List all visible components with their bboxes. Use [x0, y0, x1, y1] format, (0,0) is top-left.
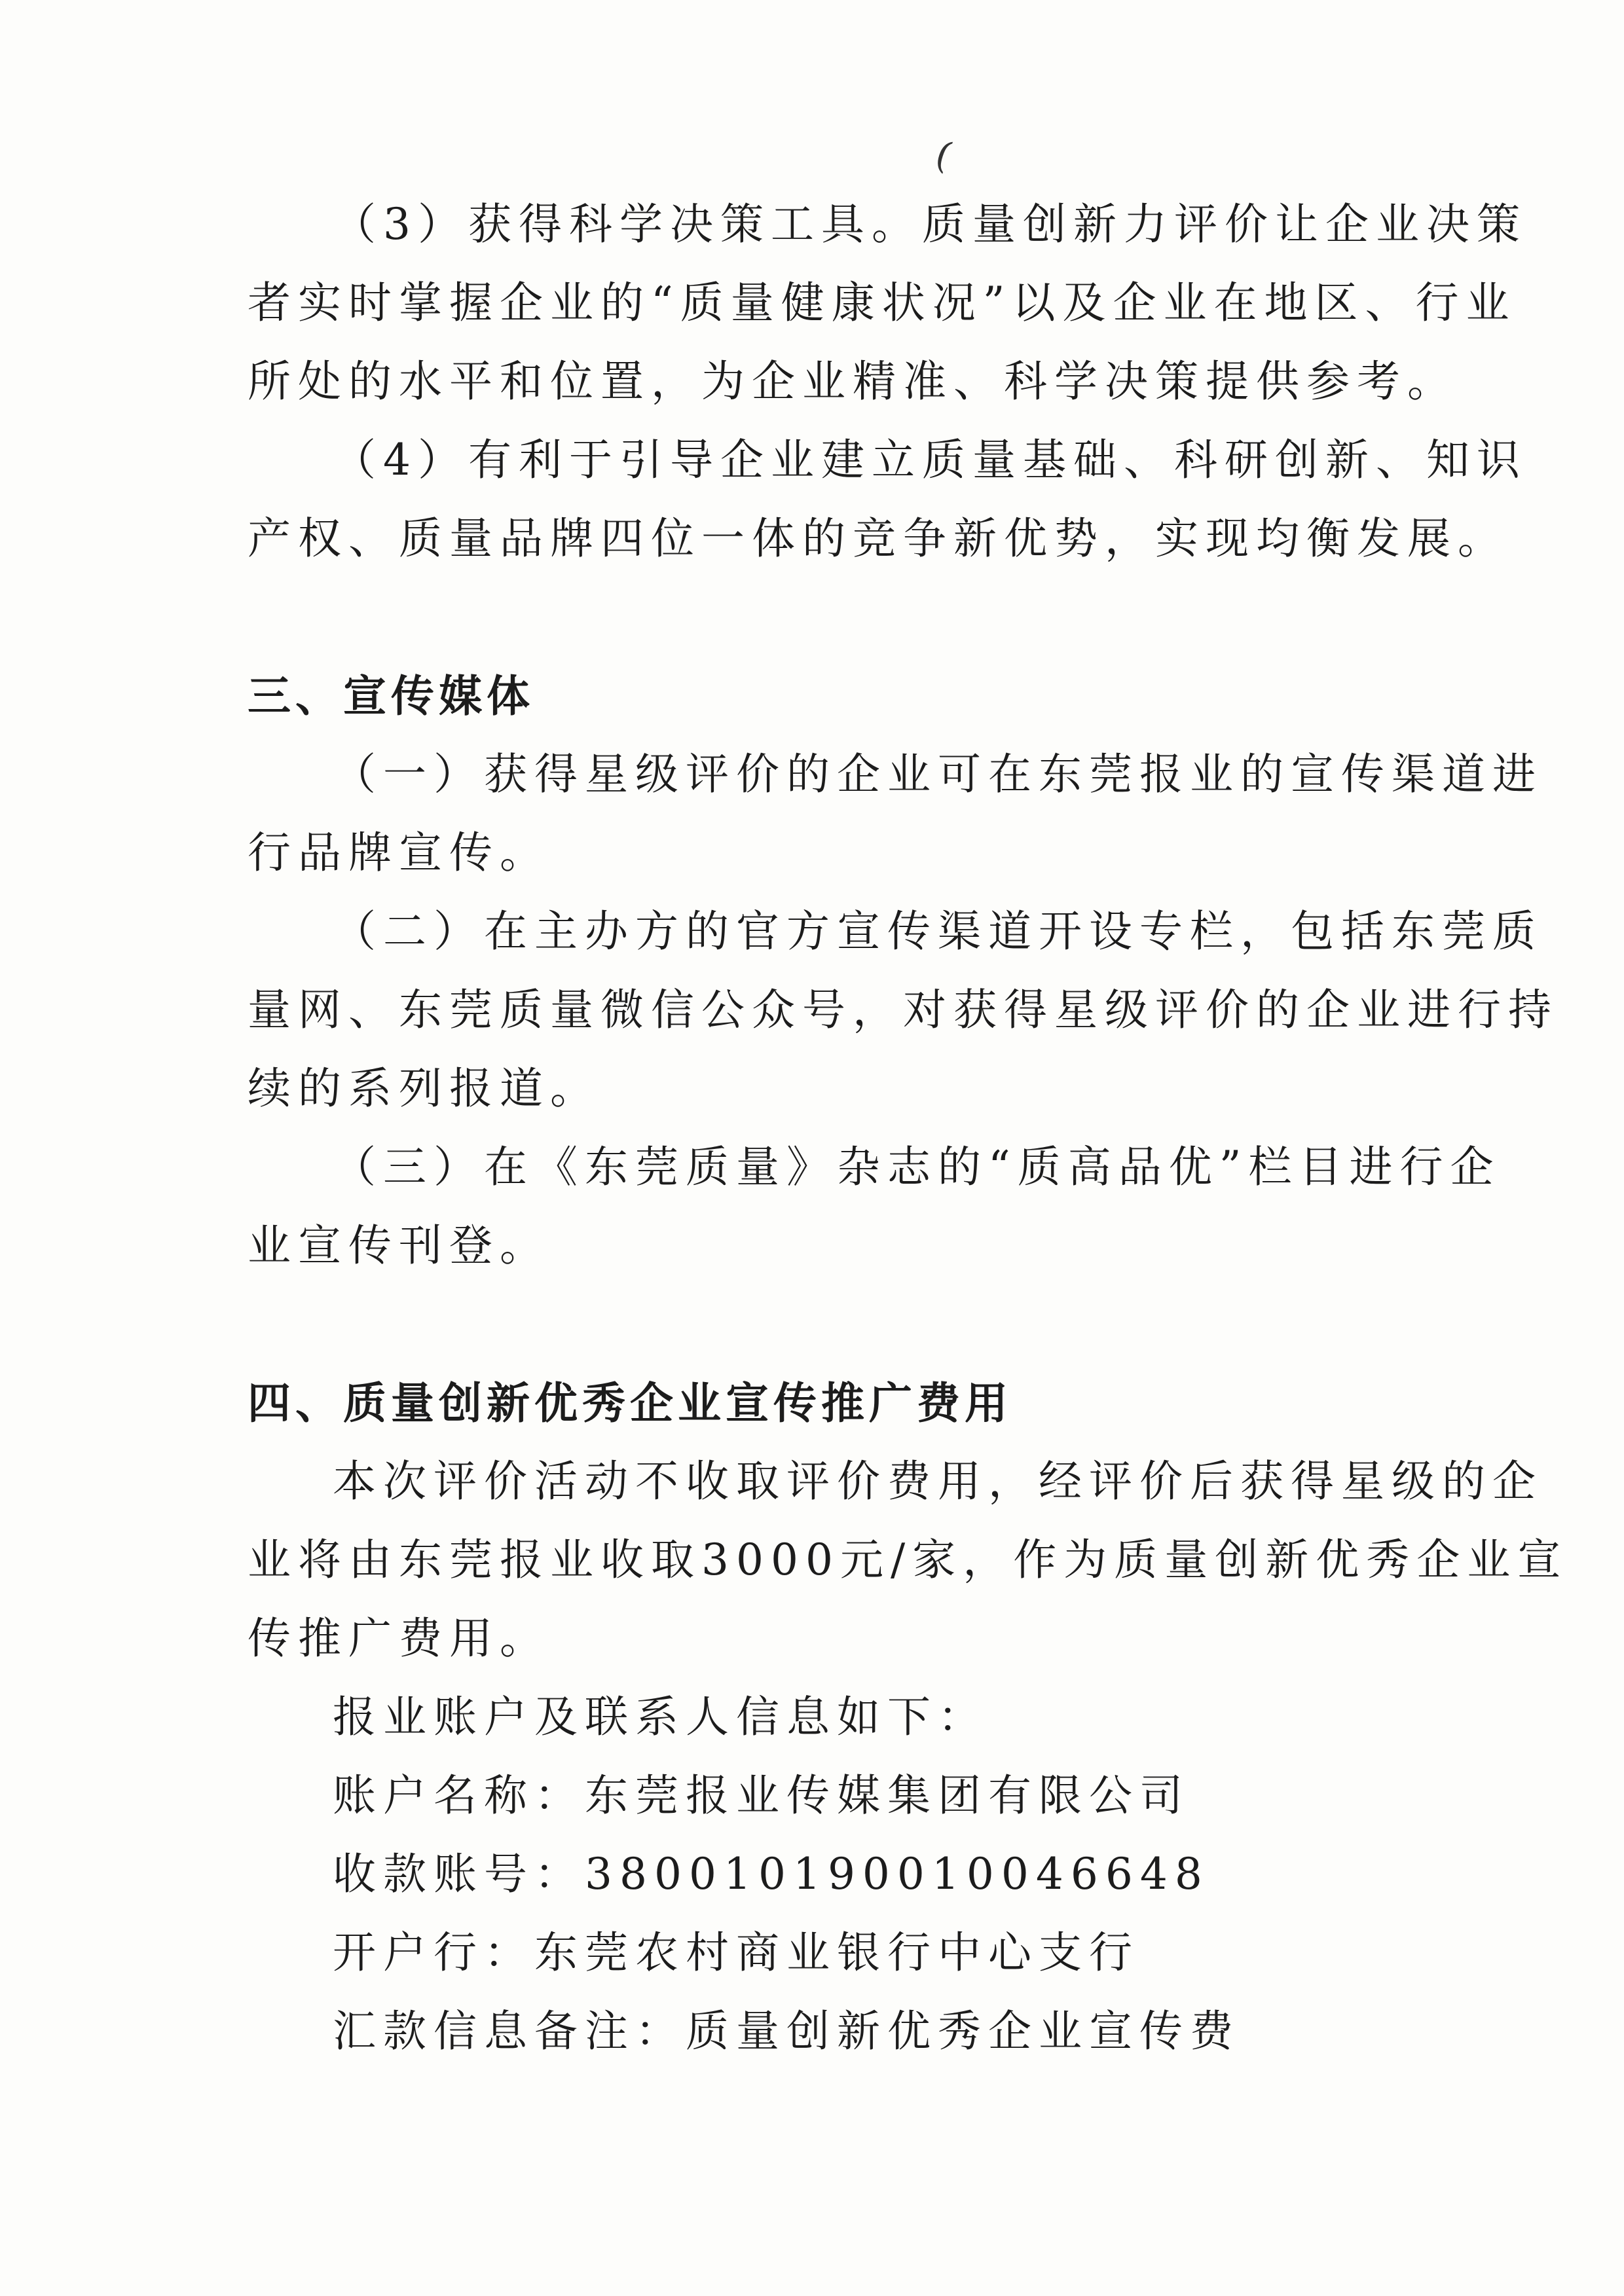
- media-item-1-line-2: 行品牌宣传。: [248, 828, 550, 878]
- media-item-3-line-1: （三）在《东莞质量》杂志的“质高品优”栏目进行企: [333, 1142, 1501, 1192]
- page-mark: (: [930, 133, 957, 178]
- para-4-line-2: 产权、质量品牌四位一体的竞争新优势，实现均衡发展。: [248, 513, 1508, 564]
- account-intro: 报业账户及联系人信息如下：: [333, 1692, 988, 1742]
- media-item-3-line-2: 业宣传刊登。: [248, 1220, 550, 1271]
- media-item-2-line-3: 续的系列报道。: [248, 1063, 600, 1114]
- media-item-1-line-1: （一）获得星级评价的企业可在东莞报业的宣传渠道进: [333, 749, 1543, 799]
- account-number: 收款账号：380010190010046648: [333, 1849, 1209, 1899]
- fees-para-line-3: 传推广费用。: [248, 1613, 550, 1664]
- section-heading-media: 三、宣传媒体: [248, 670, 534, 721]
- fees-para-line-2: 业将由东莞报业收取3000元/家，作为质量创新优秀企业宣: [248, 1535, 1568, 1585]
- section-heading-fees: 四、质量创新优秀企业宣传推广费用: [248, 1377, 1012, 1429]
- account-bank: 开户行：东莞农村商业银行中心支行: [333, 1927, 1139, 1978]
- remittance-note: 汇款信息备注：质量创新优秀企业宣传费: [333, 2006, 1240, 2056]
- media-item-2-line-1: （二）在主办方的官方宣传渠道开设专栏，包括东莞质: [333, 906, 1543, 957]
- para-3-line-1: （3）获得科学决策工具。质量创新力评价让企业决策: [333, 199, 1527, 249]
- media-item-2-line-2: 量网、东莞质量微信公众号，对获得星级评价的企业进行持: [248, 985, 1559, 1035]
- para-3-line-3: 所处的水平和位置，为企业精准、科学决策提供参考。: [248, 356, 1458, 407]
- para-3-line-2: 者实时掌握企业的“质量健康状况”以及企业在地区、行业: [248, 278, 1517, 328]
- para-4-line-1: （4）有利于引导企业建立质量基础、科研创新、知识: [333, 435, 1527, 485]
- fees-para-line-1: 本次评价活动不收取评价费用，经评价后获得星级的企: [333, 1456, 1543, 1506]
- account-name: 账户名称：东莞报业传媒集团有限公司: [333, 1770, 1190, 1821]
